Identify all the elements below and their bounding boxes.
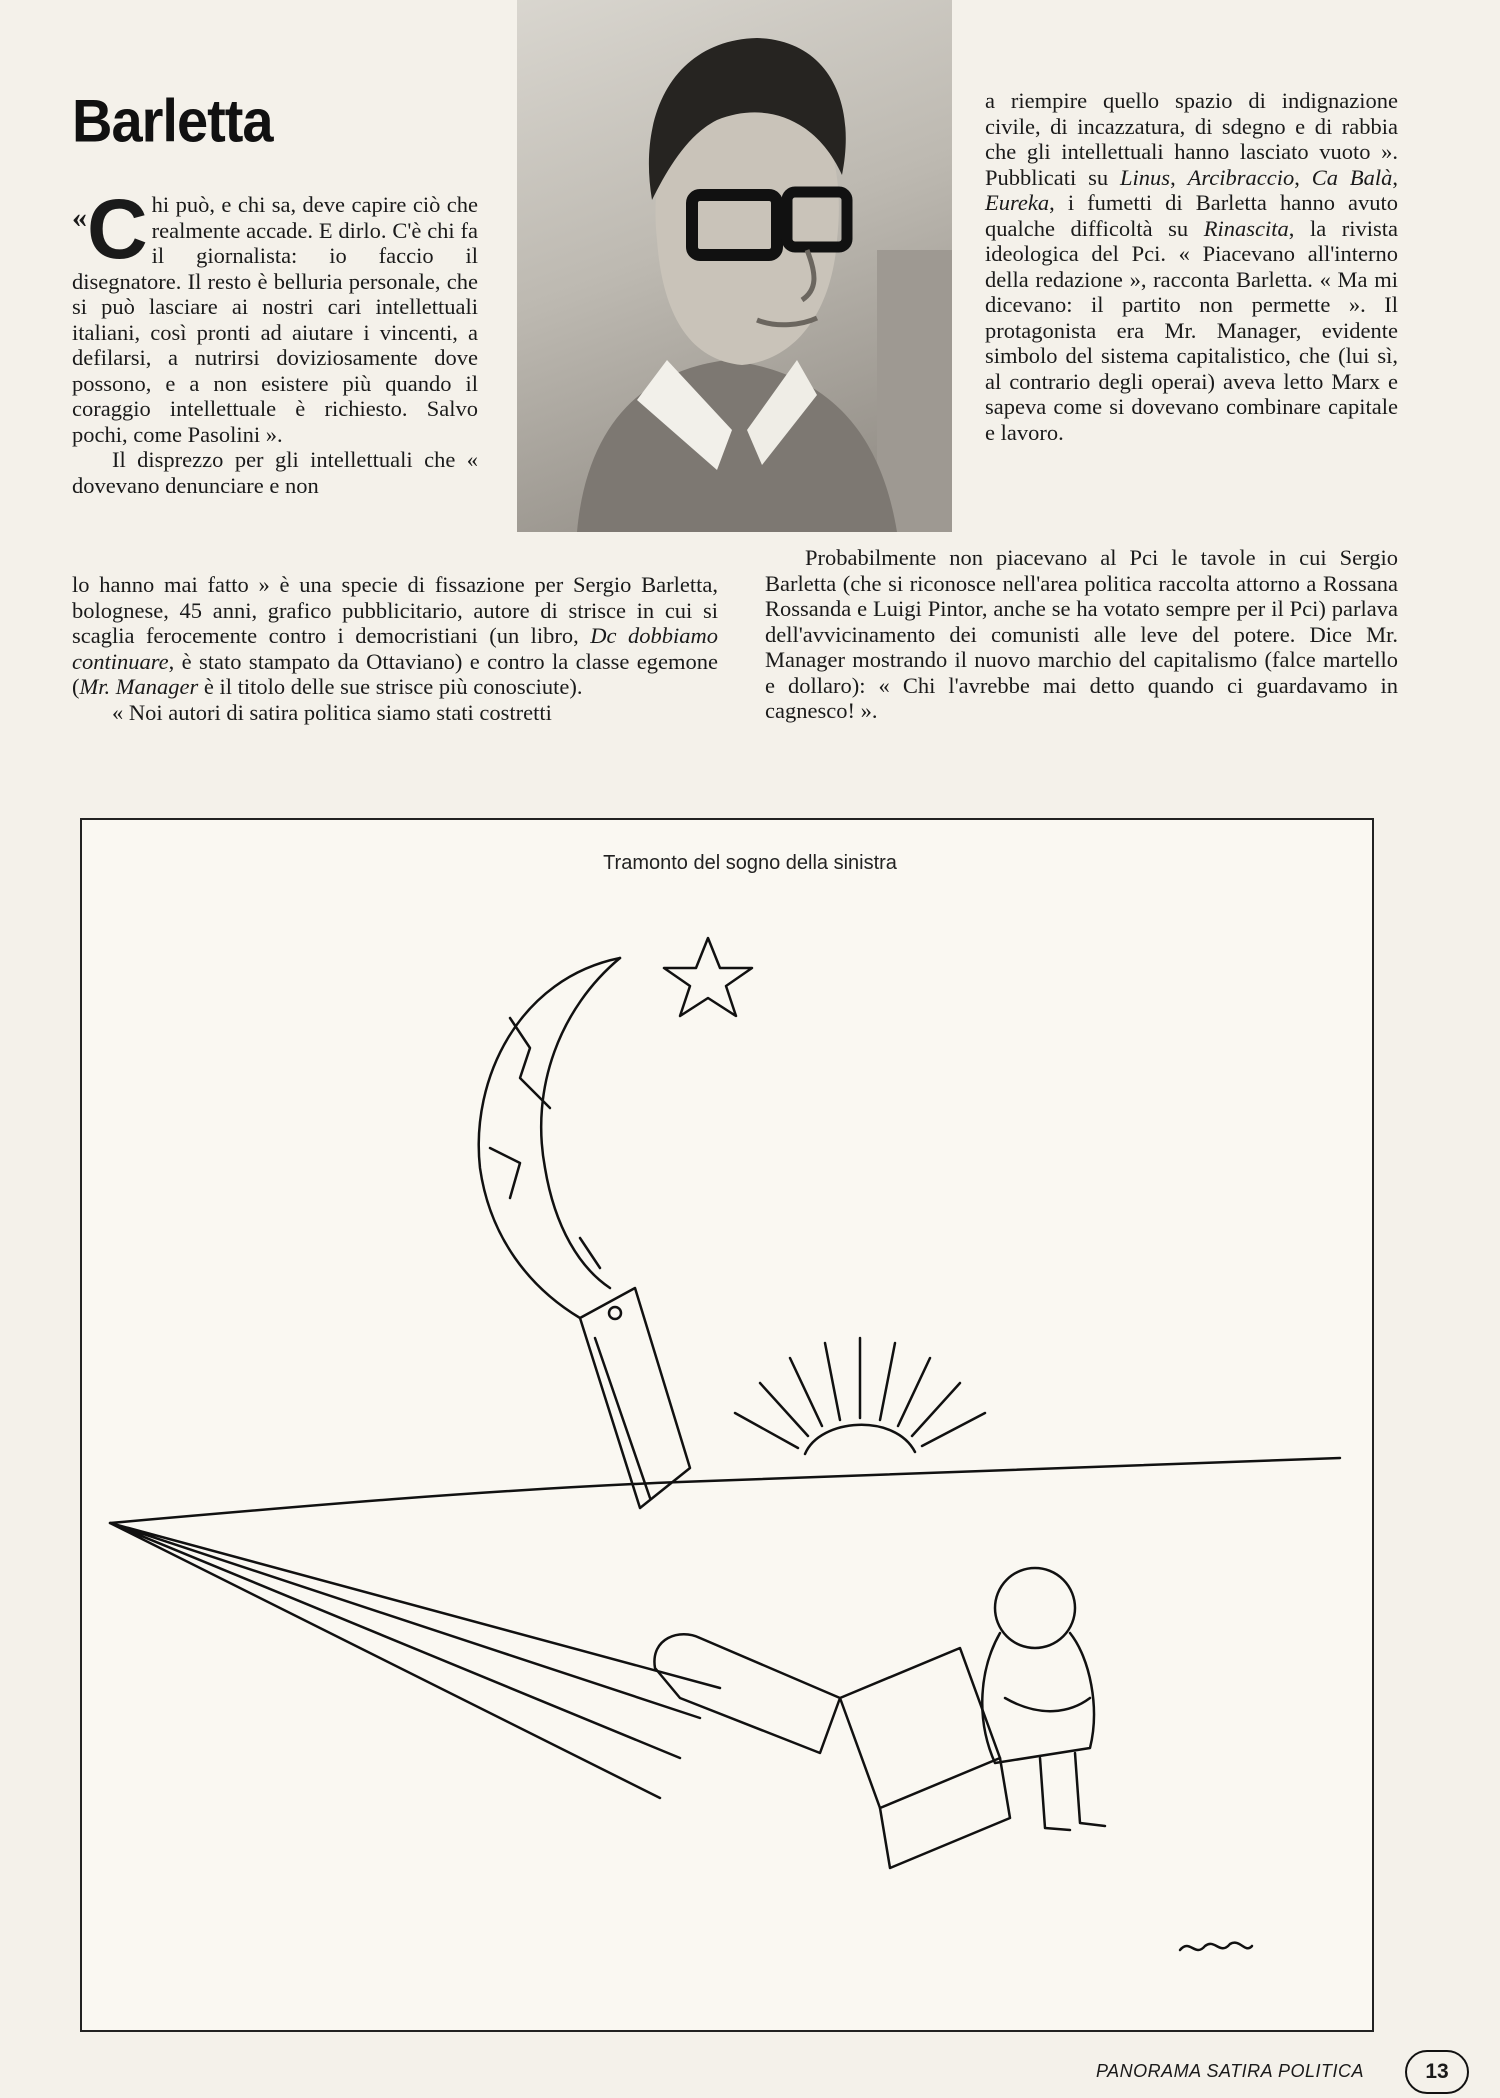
ground-horizon <box>110 1458 1340 1523</box>
fallen-hammer-icon <box>654 1634 1010 1868</box>
sitting-figure-icon <box>982 1568 1105 1830</box>
cartoon-drawing <box>80 818 1370 2028</box>
star-icon <box>664 938 752 1016</box>
second-paragraph-start: Il disprezzo per gli intellettuali che « dovevano denunciare e non <box>72 447 478 498</box>
magazine-rinascita: Rinascita <box>1203 215 1289 241</box>
paragraph-pubblicati: a riempire quello spazio di indignazione civile, di incazzatura, di sdegno e di rabbia che gli intellettuali hanno lasciato vuoto ». Pubblicati su Linus, Arcibraccio, Ca Balà, Eureka, i fumetti di Barletta hanno avuto qualche difficoltà su Rinascita, la rivista ideologica del Pci. « Piacevano all'interno della redazione », racconta Barletta. « Ma mi dicevano: il partito non permette ». Il protagonista era Mr. Manager, evidente simbolo del sistema capitalistico, che (lui sì, al contrario degli operai) aveva letto Marx e sapeva come si dovevano combinare capitale e lavoro. <box>985 88 1398 445</box>
opening-text: hi può, e chi sa, deve capire ciò che realmente accade. E dirlo. C'è chi fa il giornalista: io faccio il disegnatore. Il resto è belluria personale, che si può lasciare ai nostri cari intellettuali italiani, così pronti ad aiutare i vincenti, a defilarsi, a nutrirsi doviziosamente dove possono, e a non esistere più quando il coraggio intellettuale è richiesto. Salvo pochi, come Pasolini ». <box>72 192 478 447</box>
drop-cap: C <box>87 182 148 276</box>
magazine-arcibraccio: Arcibraccio <box>1187 164 1295 190</box>
article-column-left <box>72 182 478 498</box>
rising-sun-icon <box>735 1338 985 1454</box>
article-headline: Barletta <box>72 86 273 155</box>
broken-sickle-icon <box>479 958 620 1318</box>
page-number-badge: 13 <box>1405 2050 1469 2094</box>
motion-streaks <box>110 1523 720 1798</box>
paragraph-probabilmente: Probabilmente non piacevano al Pci le tavole in cui Sergio Barletta (che si riconosce nell'area politica raccolta attorno a Rossana Rossanda e Luigi Pintor, anche se ha votato sempre per il Pci) parlava dell'avvicinamento dei comunisti alle leve del potere. Dice Mr. Manager mostrando il nuovo marchio del capitalismo (falce martello e dollaro): « Chi l'avrebbe mai detto quando ci guardavamo in cagnesco! ». <box>765 545 1398 723</box>
magazine-ca-bala: Ca Balà <box>1311 164 1393 190</box>
article-column-bottom-right <box>765 545 1398 724</box>
paragraph-fissazione: lo hanno mai fatto » è una specie di fissazione per Sergio Barletta, bolognese, 45 anni, grafico pubblicitario, autore di strisce in cui si scaglia ferocemente contro i democristiani (un libro, Dc dobbiamo continuare, è stato stampato da Ottaviano) e contro la classe egemone (Mr. Manager è il titolo delle sue strisce più conosciute). <box>72 572 718 699</box>
article-column-right <box>985 88 1398 445</box>
paragraph-satira-start: « Noi autori di satira politica siamo stati costretti <box>112 699 552 725</box>
article-column-bottom-left <box>72 572 718 725</box>
sickle-handle-icon <box>580 1288 690 1508</box>
strip-title: Mr. Manager <box>79 674 199 699</box>
magazine-footer-label: PANORAMA SATIRA POLITICA <box>1096 2061 1365 2081</box>
cartoon-title: Tramonto del sogno della sinistra <box>603 852 897 874</box>
magazine-linus: Linus <box>1120 164 1171 190</box>
signature-mark <box>1180 1943 1252 1950</box>
book-title: Dc dobbiamo continuare <box>72 623 718 674</box>
magazine-eureka: Eureka <box>985 190 1050 215</box>
author-portrait-photo <box>517 0 952 532</box>
portrait-illustration <box>517 0 952 532</box>
opening-paragraph: « C hi può, e chi sa, deve capire ciò che realmente accade. E dirlo. C'è chi fa il giornalista: io faccio il disegnatore. Il resto è belluria personale, che si può lasciare ai nostri cari intellettuali italiani, così pronti ad aiutare i vincenti, a defilarsi, a nutrirsi doviziosamente dove possono, e a non esistere più quando il coraggio intellettuale è richiesto. Salvo pochi, come Pasolini ». <box>72 182 478 447</box>
